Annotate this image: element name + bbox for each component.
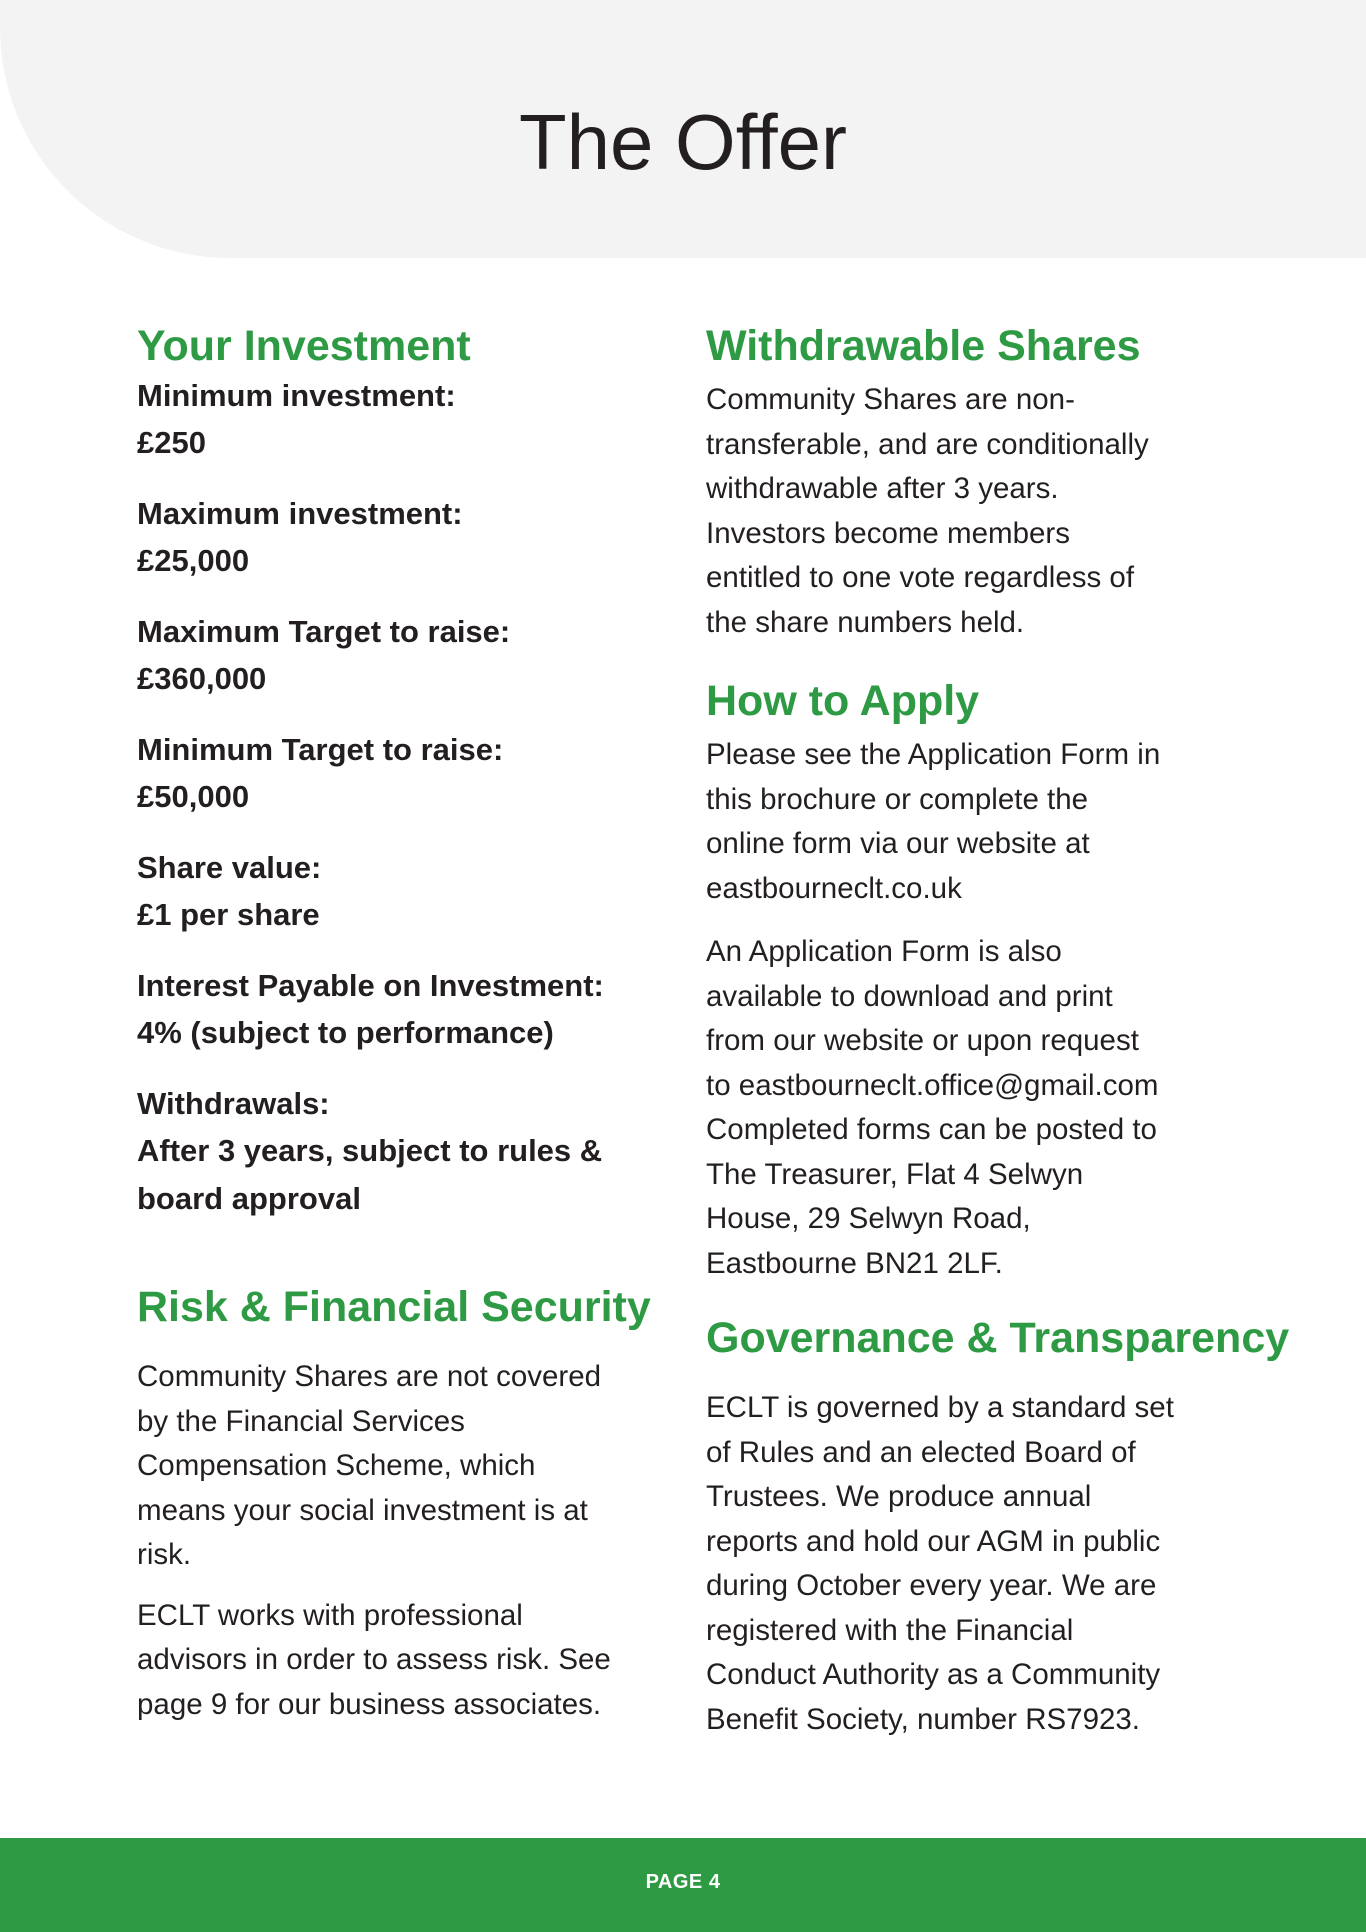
website-link[interactable]: eastbourneclt.co.uk [706, 871, 962, 905]
email-link[interactable]: to eastbourneclt.office@gmail.com [706, 1068, 1159, 1102]
term-label: Withdrawals: [137, 1086, 330, 1121]
term-value: £360,000 [137, 661, 267, 696]
term-value: £250 [137, 425, 206, 460]
term-value: £25,000 [137, 543, 250, 578]
governance-paragraph: ECLT is governed by a standard set of Rules and an elected Board of Trustees. We produce annual reports and hold our AGM in public during October every year. We are registered with the Financial Conduct Authority as a Community Benefit Society, number RS7923. [706, 1391, 1174, 1736]
term-minimum-investment [137, 372, 657, 466]
term-label: Interest Payable on Investment: [137, 968, 604, 1003]
page-title: The Offer [518, 98, 848, 186]
term-minimum-target [137, 726, 657, 820]
term-interest [137, 962, 657, 1056]
apply-paragraph: Please see the Application Form in this brochure or complete the online form via our website at eastbourneclt.co.uk [706, 738, 1161, 905]
term-value: £1 per share [137, 897, 320, 932]
term-value: board approval [137, 1181, 361, 1216]
term-label: Minimum Target to raise: [137, 732, 504, 767]
term-label: Maximum Target to raise: [137, 614, 511, 649]
term-maximum-investment [137, 490, 657, 584]
term-label: Maximum investment: [137, 496, 463, 531]
right-column [706, 320, 1326, 1742]
left-column [137, 320, 657, 1727]
apply-paragraph: An Application Form is also available to download and print from our website or upon request to eastbourneclt.office@gmail.com Completed forms can be posted to The Treasurer, Flat 4 Selwyn House, 29 Selwyn Road, Eastbourne BN21 2LF. [706, 935, 1159, 1280]
your-investment-heading: Your Investment [137, 322, 471, 370]
term-share-value [137, 844, 657, 938]
how-to-apply-heading: How to Apply [706, 677, 980, 725]
term-value: £50,000 [137, 779, 250, 814]
term-label: Share value: [137, 850, 322, 885]
governance-heading: Governance & Transparency [706, 1314, 1290, 1362]
risk-heading: Risk & Financial Security [137, 1283, 651, 1331]
risk-paragraph: Community Shares are not covered by the Financial Services Compensation Scheme, which means your social investment is at risk. [137, 1360, 602, 1571]
term-value: 4% (subject to performance) [137, 1015, 554, 1050]
term-label: Minimum investment: [137, 378, 456, 413]
term-maximum-target [137, 608, 657, 702]
withdrawable-shares-heading: Withdrawable Shares [706, 322, 1141, 370]
risk-paragraph: ECLT works with professional advisors in order to assess risk. See page 9 for our business associates. [137, 1598, 611, 1721]
page-number: PAGE 4 [645, 1871, 721, 1893]
term-withdrawals [137, 1080, 657, 1223]
term-value: After 3 years, subject to rules & [137, 1133, 603, 1168]
withdrawable-paragraph: Community Shares are non- transferable, and are conditionally withdrawable after 3 years. Investors become members entitled to one vote regardless of the share numbers held. [706, 383, 1149, 639]
